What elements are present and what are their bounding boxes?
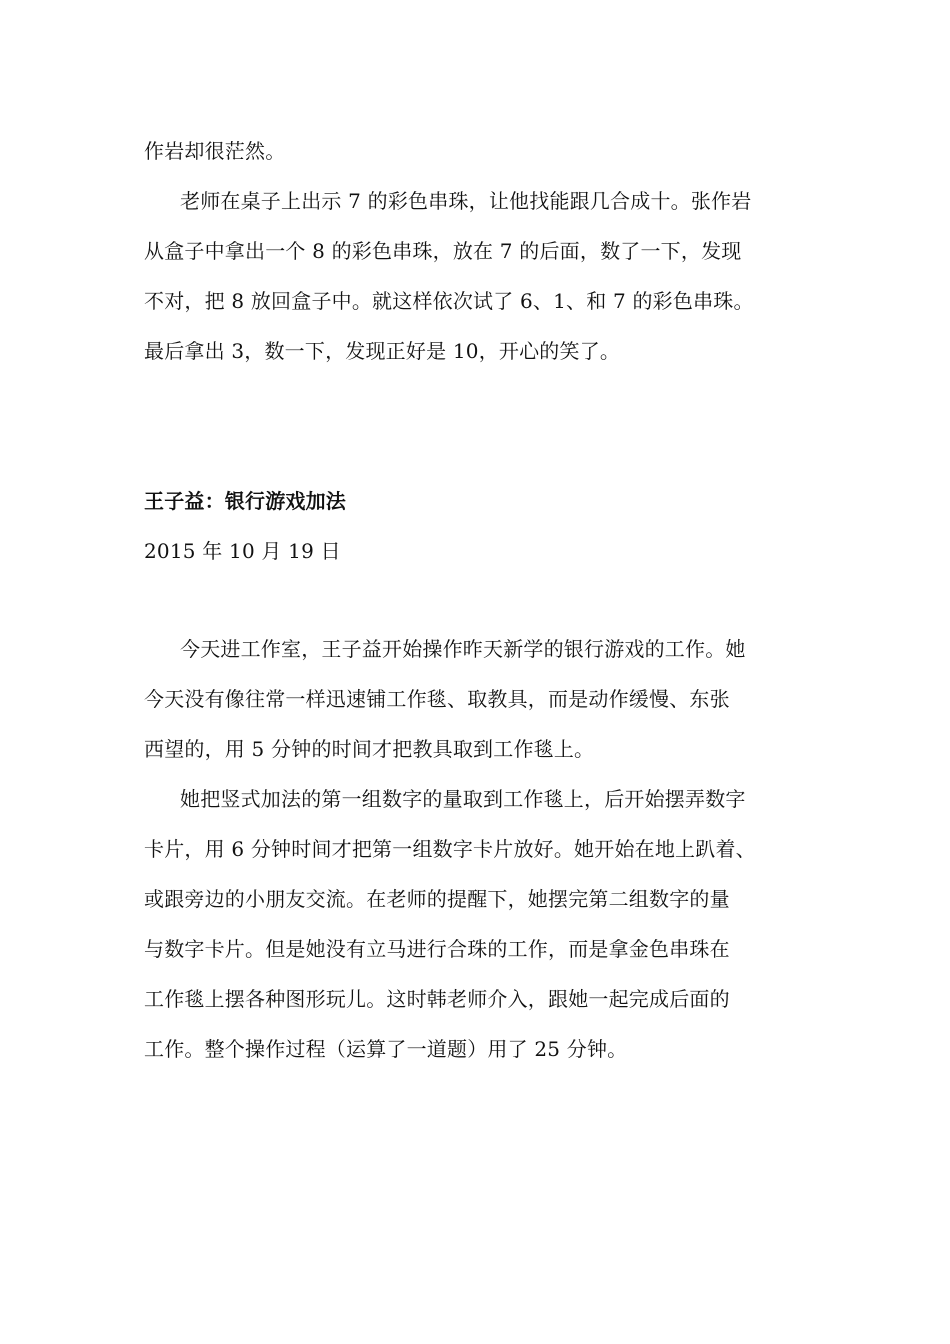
section-date: 2015 年 10 月 19 日 <box>144 539 341 563</box>
paragraph-line: 从盒子中拿出一个 8 的彩色串珠，放在 7 的后面，数了一下，发现 <box>144 239 742 263</box>
paragraph-line: 不对，把 8 放回盒子中。就这样依次试了 6、1、和 7 的彩色串珠。 <box>144 289 754 313</box>
paragraph-line: 工作毯上摆各种图形玩儿。这时韩老师介入，跟她一起完成后面的 <box>144 987 730 1011</box>
paragraph-line: 或跟旁边的小朋友交流。在老师的提醒下，她摆完第二组数字的量 <box>144 887 730 911</box>
paragraph-line: 最后拿出 3，数一下，发现正好是 10，开心的笑了。 <box>144 339 621 363</box>
paragraph-line: 作岩却很茫然。 <box>144 139 286 163</box>
paragraph-line: 老师在桌子上出示 7 的彩色串珠，让他找能跟几合成十。张作岩 <box>180 189 752 213</box>
paragraph-line: 工作。整个操作过程（运算了一道题）用了 25 分钟。 <box>144 1037 628 1061</box>
paragraph-line: 西望的，用 5 分钟的时间才把教具取到工作毯上。 <box>144 737 595 761</box>
paragraph-line: 今天没有像往常一样迅速铺工作毯、取教具，而是动作缓慢、东张 <box>144 687 730 711</box>
paragraph-line: 她把竖式加法的第一组数字的量取到工作毯上，后开始摆弄数字 <box>180 787 746 811</box>
section-title: 王子益：银行游戏加法 <box>144 489 346 513</box>
paragraph-line: 与数字卡片。但是她没有立马进行合珠的工作，而是拿金色串珠在 <box>144 937 730 961</box>
paragraph-line: 卡片，用 6 分钟时间才把第一组数字卡片放好。她开始在地上趴着、 <box>144 837 756 861</box>
paragraph-line: 今天进工作室，王子益开始操作昨天新学的银行游戏的工作。她 <box>180 637 746 661</box>
